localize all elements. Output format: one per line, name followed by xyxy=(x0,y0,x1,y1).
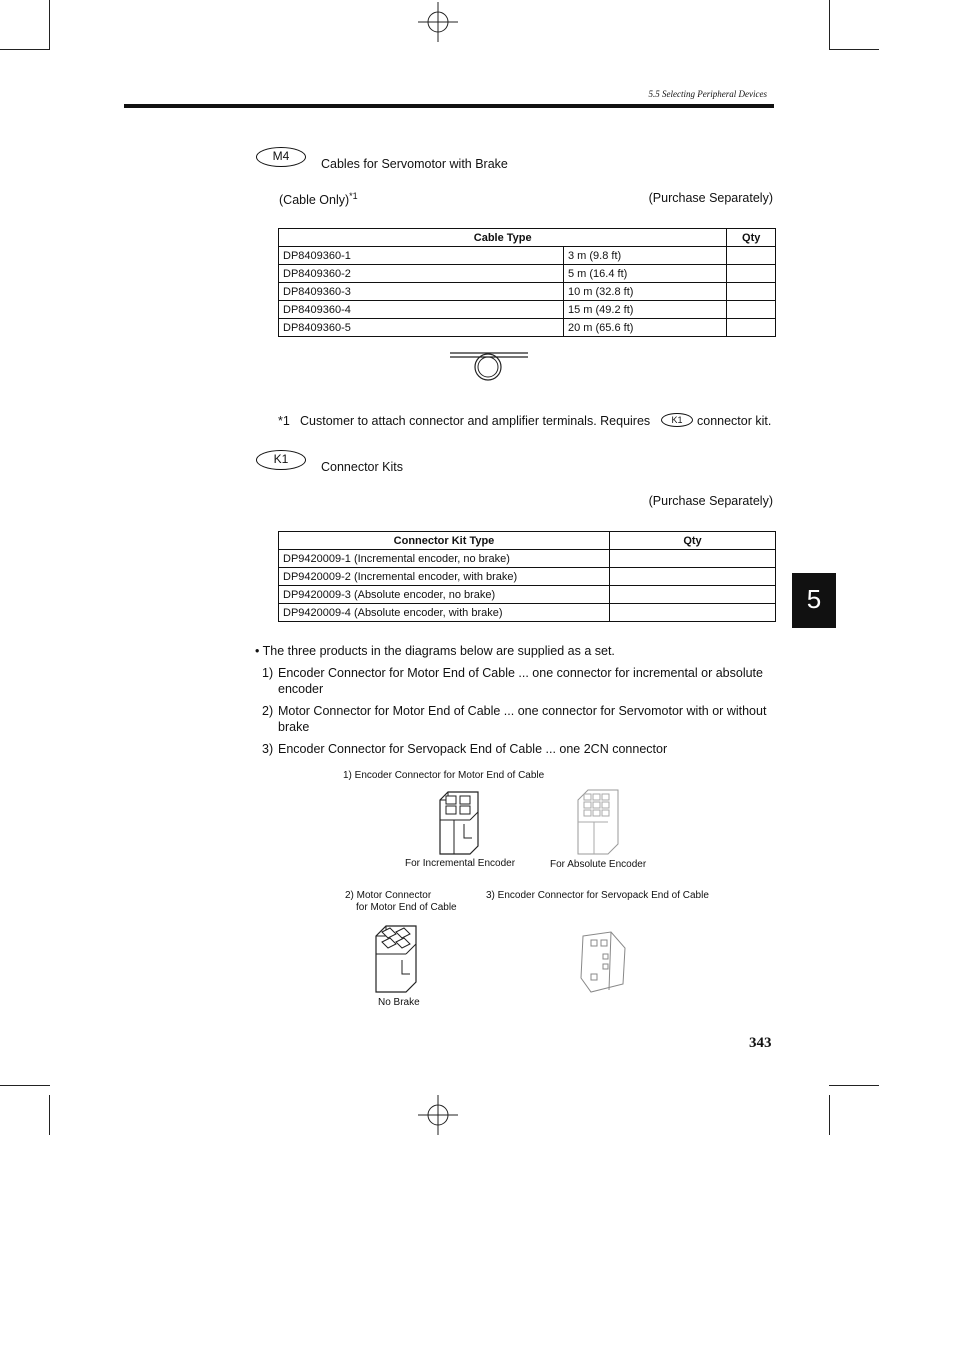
label-incremental: For Incremental Encoder xyxy=(405,858,516,869)
footnote-text: Customer to attach connector and amplifier terminals. Requires xyxy=(300,414,651,428)
kit-qty[interactable] xyxy=(610,550,776,568)
label-nobrake: No Brake xyxy=(378,997,420,1008)
k1-title: Connector Kits xyxy=(321,460,403,474)
cable-model: DP8409360-4 xyxy=(279,301,564,319)
cable-length: 15 m (49.2 ft) xyxy=(564,301,727,319)
table-row xyxy=(279,283,776,301)
footnote-mark: *1 xyxy=(349,191,358,201)
figure-caption-1: 1) Encoder Connector for Motor End of Cable xyxy=(343,770,545,781)
col-kit-qty: Qty xyxy=(610,532,776,550)
col-qty: Qty xyxy=(727,229,776,247)
table-row xyxy=(279,247,776,265)
table-row xyxy=(279,568,776,586)
item-line2: brake xyxy=(278,720,310,734)
kit-qty[interactable] xyxy=(610,586,776,604)
servopack-encoder-connector-illustration xyxy=(577,930,629,996)
bullet-note: • The three products in the diagrams below are supplied as a set. xyxy=(255,644,615,658)
item-line1: Encoder Connector for Motor End of Cable ... one connector for incremental or absolute xyxy=(278,666,763,680)
cable-qty[interactable] xyxy=(727,319,776,337)
figure-caption-2-line2: for Motor End of Cable xyxy=(356,902,457,913)
cable-length: 3 m (9.8 ft) xyxy=(564,247,727,265)
connector-kit-table xyxy=(278,531,776,622)
label-absolute: For Absolute Encoder xyxy=(550,859,647,870)
item-number: 1) xyxy=(262,666,274,680)
header-rule xyxy=(124,104,774,108)
chapter-tab: 5 xyxy=(792,573,836,628)
cable-qty[interactable] xyxy=(727,301,776,319)
cable-coil-illustration xyxy=(448,349,530,383)
table-row xyxy=(279,265,776,283)
col-cable-type: Cable Type xyxy=(279,229,727,247)
cable-qty[interactable] xyxy=(727,265,776,283)
figure-caption-2-line1: 2) Motor Connector xyxy=(345,890,432,901)
registration-mark-top xyxy=(418,2,458,42)
item-number: 2) xyxy=(262,704,274,718)
item-line2: encoder xyxy=(278,682,324,696)
figure-caption-3: 3) Encoder Connector for Servopack End of Cable xyxy=(486,890,709,901)
cable-only-text: (Cable Only) xyxy=(279,193,350,208)
kit-model: DP9420009-3 (Absolute encoder, no brake) xyxy=(279,586,610,604)
absolute-encoder-connector-illustration xyxy=(572,788,626,858)
table-row xyxy=(279,604,776,622)
cable-model: DP8409360-3 xyxy=(279,283,564,301)
cable-only-label xyxy=(279,191,358,207)
page-number: 343 xyxy=(749,1035,772,1051)
kit-model: DP9420009-1 (Incremental encoder, no brake) xyxy=(279,550,610,568)
m4-title: Cables for Servomotor with Brake xyxy=(321,157,508,171)
motor-connector-illustration xyxy=(372,924,420,996)
m4-badge: M4 xyxy=(256,147,306,167)
m4-purchase-note: (Purchase Separately) xyxy=(648,191,773,205)
kit-qty[interactable] xyxy=(610,568,776,586)
cable-model: DP8409360-5 xyxy=(279,319,564,337)
running-header: 5.5 Selecting Peripheral Devices xyxy=(648,89,767,99)
k1-purchase-note: (Purchase Separately) xyxy=(648,494,773,508)
footnote-end: connector kit. xyxy=(697,414,772,428)
item-number: 3) xyxy=(262,742,274,756)
footnote-mark-note: *1 xyxy=(278,414,290,428)
cable-qty[interactable] xyxy=(727,247,776,265)
cable-length: 10 m (32.8 ft) xyxy=(564,283,727,301)
k1-inline-badge: K1 xyxy=(661,413,693,427)
table-row xyxy=(279,319,776,337)
cable-model: DP8409360-2 xyxy=(279,265,564,283)
k1-badge: K1 xyxy=(256,450,306,470)
table-row xyxy=(279,301,776,319)
table-row xyxy=(279,550,776,568)
col-kit-type: Connector Kit Type xyxy=(279,532,610,550)
item-line1: Motor Connector for Motor End of Cable ... one connector for Servomotor with or without xyxy=(278,704,767,718)
table-row xyxy=(279,586,776,604)
cable-length: 20 m (65.6 ft) xyxy=(564,319,727,337)
cable-qty[interactable] xyxy=(727,283,776,301)
cable-length: 5 m (16.4 ft) xyxy=(564,265,727,283)
item-line1: Encoder Connector for Servopack End of Cable ... one 2CN connector xyxy=(278,742,668,756)
cable-type-table xyxy=(278,228,776,337)
cable-model: DP8409360-1 xyxy=(279,247,564,265)
registration-mark-bottom xyxy=(418,1095,458,1135)
kit-model: DP9420009-2 (Incremental encoder, with brake) xyxy=(279,568,610,586)
incremental-encoder-connector-illustration xyxy=(434,790,484,858)
kit-qty[interactable] xyxy=(610,604,776,622)
kit-model: DP9420009-4 (Absolute encoder, with brake) xyxy=(279,604,610,622)
